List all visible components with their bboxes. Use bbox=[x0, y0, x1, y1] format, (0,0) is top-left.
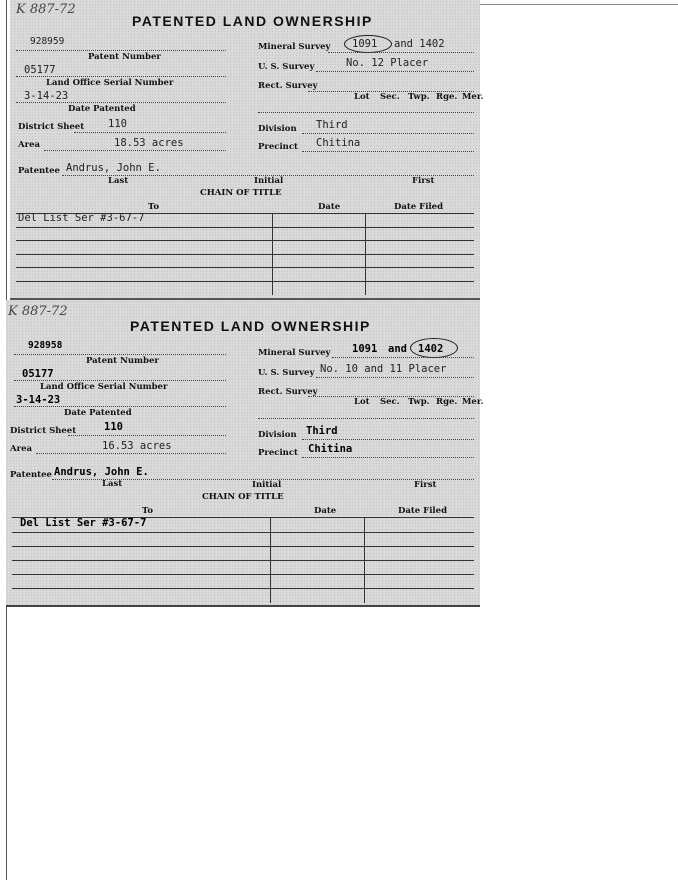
first-label: First bbox=[412, 176, 435, 186]
mineral-survey-value-b: 1402 bbox=[418, 343, 444, 355]
serial-number-value: 05177 bbox=[22, 368, 54, 380]
us-survey-value: No. 10 and 11 Placer bbox=[320, 363, 447, 375]
last-label: Last bbox=[102, 479, 123, 489]
rect-survey-label: Rect. Survey bbox=[258, 387, 318, 397]
col-date-filed-label: Date Filed bbox=[398, 506, 448, 516]
serial-number-value: 05177 bbox=[24, 64, 56, 76]
date-patented-label: Date Patented bbox=[68, 104, 136, 114]
division-label: Division bbox=[258, 430, 297, 440]
district-sheet-label: District Sheet bbox=[18, 122, 85, 132]
rect-col-mer: Mer. bbox=[462, 397, 484, 407]
precinct-label: Precinct bbox=[258, 142, 298, 152]
last-label: Last bbox=[108, 176, 129, 186]
area-label: Area bbox=[18, 140, 40, 150]
mineral-survey-label: Mineral Survey bbox=[258, 348, 331, 358]
rect-survey-label: Rect. Survey bbox=[258, 81, 318, 91]
handwritten-card-id: K 887-72 bbox=[8, 304, 68, 319]
district-sheet-value: 110 bbox=[108, 118, 127, 130]
chain-row-1-to: Del List Ser #3-67-7 bbox=[18, 212, 145, 224]
mineral-survey-and: and bbox=[388, 343, 407, 355]
patent-number-label: Patent Number bbox=[88, 52, 161, 62]
patentee-label: Patentee bbox=[18, 166, 60, 176]
precinct-label: Precinct bbox=[258, 448, 298, 458]
patentee-value: Andrus, John E. bbox=[54, 466, 149, 478]
land-ownership-card-1 bbox=[10, 0, 484, 300]
patent-number-value: 928959 bbox=[30, 36, 65, 47]
us-survey-value: No. 12 Placer bbox=[346, 57, 429, 69]
chain-row-1-to: Del List Ser #3-67-7 bbox=[20, 517, 147, 529]
patentee-value: Andrus, John E. bbox=[66, 162, 161, 174]
handwritten-card-id: K 887-72 bbox=[16, 2, 76, 17]
district-sheet-value: 110 bbox=[104, 421, 123, 433]
top-edge-line bbox=[480, 4, 678, 5]
col-to-label: To bbox=[142, 506, 154, 516]
initial-label: Initial bbox=[252, 480, 282, 490]
rect-col-rge: Rge. bbox=[436, 92, 458, 102]
date-patented-value: 3-14-23 bbox=[24, 90, 69, 102]
patent-number-value: 928958 bbox=[28, 340, 63, 351]
serial-number-label: Land Office Serial Number bbox=[46, 78, 174, 88]
date-patented-label: Date Patented bbox=[64, 408, 132, 418]
col-date-label: Date bbox=[314, 506, 337, 516]
district-sheet-label: District Sheet bbox=[10, 426, 77, 436]
us-survey-label: U. S. Survey bbox=[258, 368, 315, 378]
col-date-filed-label: Date Filed bbox=[394, 202, 444, 212]
chain-of-title-label: CHAIN OF TITLE bbox=[202, 492, 284, 502]
division-label: Division bbox=[258, 124, 297, 134]
serial-number-label: Land Office Serial Number bbox=[40, 382, 168, 392]
first-label: First bbox=[414, 480, 437, 490]
rect-col-sec: Sec. bbox=[380, 397, 400, 407]
circle-mark bbox=[344, 35, 392, 53]
date-patented-value: 3-14-23 bbox=[16, 394, 61, 406]
rect-col-twp: Twp. bbox=[408, 397, 430, 407]
division-value: Third bbox=[316, 119, 348, 131]
mineral-survey-label: Mineral Survey bbox=[258, 42, 331, 52]
area-label: Area bbox=[10, 444, 32, 454]
precinct-value: Chitina bbox=[308, 443, 353, 455]
circle-mark bbox=[410, 338, 458, 358]
land-ownership-card-2 bbox=[6, 300, 484, 607]
rect-col-mer: Mer. bbox=[462, 92, 484, 102]
initial-label: Initial bbox=[254, 176, 284, 186]
precinct-value: Chitina bbox=[316, 137, 361, 149]
patent-number-label: Patent Number bbox=[86, 356, 159, 366]
card-title: PATENTED LAND OWNERSHIP bbox=[130, 318, 371, 334]
rect-col-rge: Rge. bbox=[436, 397, 458, 407]
rect-col-sec: Sec. bbox=[380, 92, 400, 102]
division-value: Third bbox=[306, 425, 338, 437]
card-title: PATENTED LAND OWNERSHIP bbox=[132, 13, 373, 29]
rect-col-lot: Lot bbox=[354, 92, 370, 102]
col-to-label: To bbox=[148, 202, 160, 212]
rect-col-twp: Twp. bbox=[408, 92, 430, 102]
area-value: 16.53 acres bbox=[102, 440, 172, 452]
rect-col-lot: Lot bbox=[354, 397, 370, 407]
mineral-survey-value-a: 1091 bbox=[352, 343, 378, 355]
us-survey-label: U. S. Survey bbox=[258, 62, 315, 72]
patentee-label: Patentee bbox=[10, 470, 52, 480]
mineral-survey-value-b: and 1402 bbox=[394, 38, 445, 50]
col-date-label: Date bbox=[318, 202, 341, 212]
mineral-survey-value-a: 1091 bbox=[352, 38, 378, 50]
area-value: 18.53 acres bbox=[114, 137, 184, 149]
chain-of-title-label: CHAIN OF TITLE bbox=[200, 188, 282, 198]
